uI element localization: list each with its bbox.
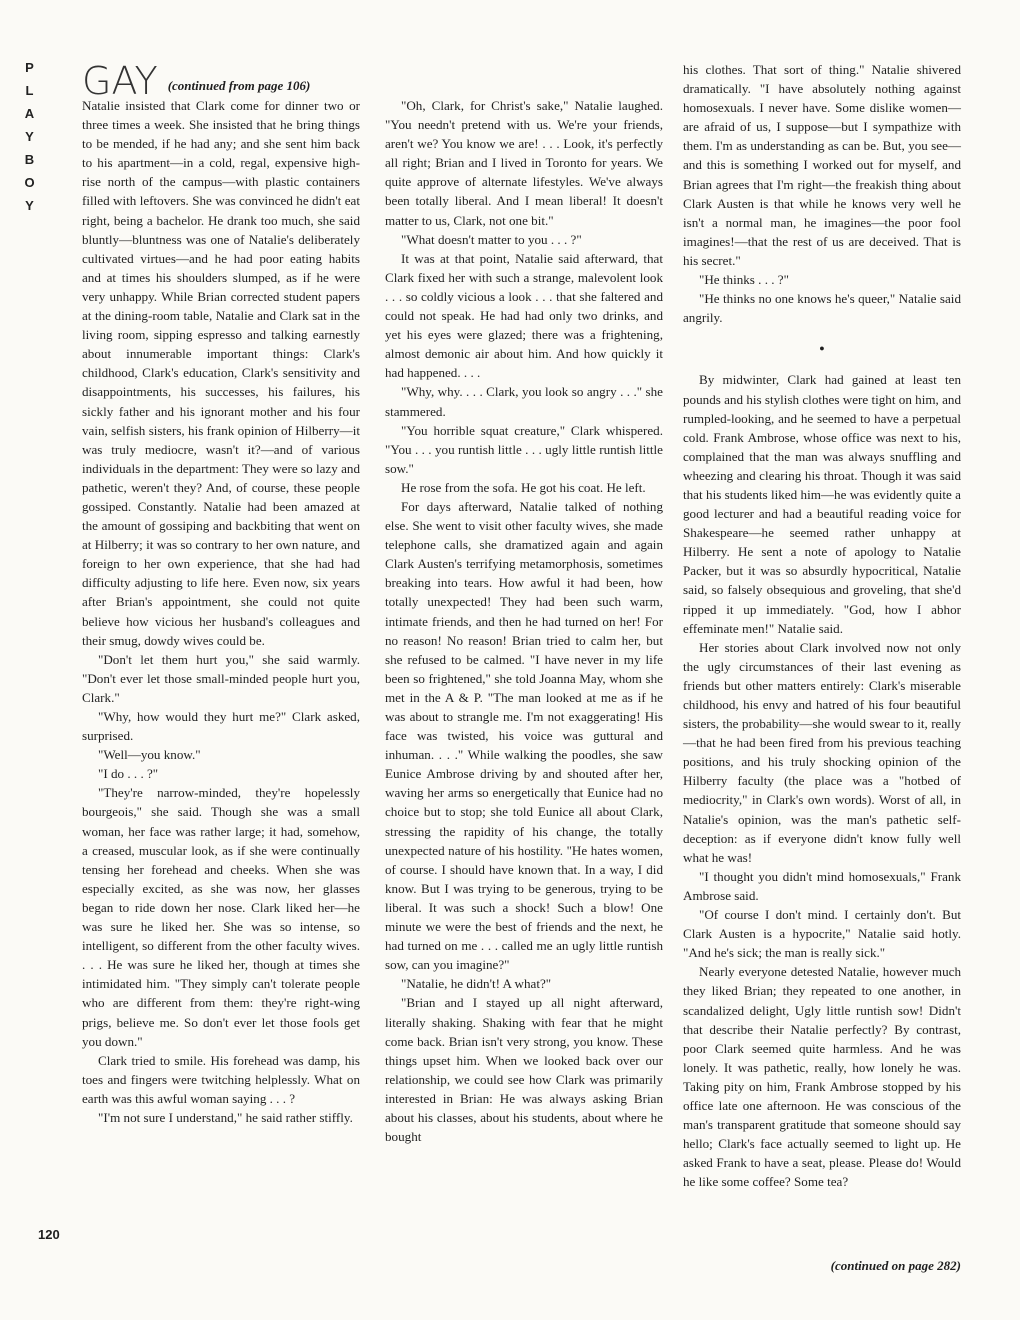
paragraph: "He thinks . . . ?" (699, 272, 789, 288)
text-column-3 (683, 60, 961, 1256)
paragraph: Natalie insisted that Clark come for dinner two or three times a week. She insisted that he bring things to be mended, if he had any; and she sent him back to his apartment—in a cold, regal, expensive high-rise north of the campus—with plastic containers filled with leftovers. She was convinced he didn't eat right, being a bachelor. He drank too much, she said bluntly—bluntness was one of Natalie's deliberately cultivated virtues—and he had poor eating habits and at times his shoulders slumped, as if he were very unhappy. While Brian corrected student papers at the dining-room table, Natalie and Clark sat in the living room, sipping espresso and talking earnestly about innumerable important things: Clark's childhood, Clark's education, Clark's sensitivity and disappointments, his successes, his failures, his sickly father and his ignorant mother and his four vain, selfish sisters, his frank opinion of Hilberry—it was truly mediocre, wasn't it?—and of various individuals in the department: They were so lazy and pathetic, weren't they? And, of course, these people gossiped. Constantly. Natalie had been amazed at the amount of gossiping and backbiting that went on at Hilberry; it was so contrary to her own nature, and foreign to her own experience, that she had had difficulty adjusting to life here. Even now, six years after Brian's appointment, she could not quite believe how vicious her husband's colleagues and their smug, dowdy wives could be. (82, 98, 360, 648)
paragraph: "Oh, Clark, for Christ's sake," Natalie laughed. "You needn't pretend with us. We're your friends, aren't we? You know we are! . . . Look, it's perfectly all right; Brian and I lived in Toronto for years. We quite approve of alternate lifestyles. We've always been totally liberal. And I mean liberal! It doesn't matter to us, Clark, not one bit." (385, 98, 663, 228)
paragraph: For days afterward, Natalie talked of nothing else. She went to visit other faculty wives, she made telephone calls, she dramatized again and again Clark Austen's terrifying metamorphosis, sometimes breaking into tears. How awful it had been, how totally unexpected! They had been such warm, intimate friends, and then he had turned on her! For no reason! No reason! Brian tried to calm her, but she refused to be calmed. "I have never in my life been so frightened," she told Joanna May, whom she met in the A & P. "The man looked at me as if he was about to strangle me. I'm not exaggerating! His face was twisted, his voice was guttural and inhuman. . . ." While walking the poodles, she saw Eunice Ambrose driving by and shouted after her, waving her arms so energetically that Eunice had no choice but to stop; she told Eunice all about Clark, stressing the rapidity of his change, the totally unexpected nature of his hostility. "He hates women, of course. I should have known that. In a way, I did know. But I was trying to be generous, trying to be liberal. It was such a shock! Such a blow! One minute we were the best of friends and the next, he had turned on me . . . called me an ugly little runtish sow, can you imagine?" (385, 498, 663, 973)
paragraph: "Why, how would they hurt me?" Clark asked, surprised. (82, 709, 360, 744)
continued-from-note: (continued from page 106) (167, 78, 311, 93)
paragraph: "Brian and I stayed up all night afterward, literally shaking. Shaking with fear that he might come back. Brian isn't very strong, you know. These things upset him. When we looked back over our relationship, we could see how Clark was primarily interested in Brian: He was always asking Brian about his classes, about his students, about where he bought (385, 995, 663, 1145)
section-divider-dot: ● (819, 343, 825, 354)
continuation-heading (82, 59, 311, 103)
text-column-2 (385, 96, 663, 1256)
paragraph: his clothes. That sort of thing." Natalie shivered dramatically. "I have absolutely nothing against homosexuals. I never have. Some dislike women—are afraid of us, I suppose—but I sympathize with them. I'm as understanding as can be. But, you see—and this is something I worked out for myself, and Brian agrees that I'm right—the freakish thing about Clark Austen is that while he knows very well he isn't a normal man, he imagines—the poor fool imagines!—that the rest of us are deceived. That is his secret." (683, 62, 961, 268)
paragraph: "Why, why. . . . Clark, you look so angry . . ." she stammered. (385, 384, 663, 419)
paragraph: "I'm not sure I understand," he said rather stiffly. (98, 1109, 353, 1125)
paragraph: "Don't let them hurt you," she said warmly. "Don't ever let those small-minded people hurt you, Clark." (82, 651, 360, 705)
paragraph: "He thinks no one knows he's queer," Natalie said angrily. (683, 291, 961, 326)
paragraph: "Well—you know." (98, 747, 201, 763)
magazine-name-vertical: PLAYBOY (22, 60, 37, 221)
paragraph: "They're narrow-minded, they're hopelessly bourgeois," she said. Though she was a small woman, her face was rather large; it had, somehow, a creased, muscular look, as if she were continually tensing her forehead and cheeks. When she was especially excited, as she was now, her glasses began to ride down her nose. Clark liked her—he was sure he liked her. She was so intense, so intelligent, so different from the other faculty wives. . . . He was sure he liked her, though at times she intimidated him. "They simply can't tolerate people who are different from them: they're right-wing prigs, believe me. So don't ever let those fools get you down." (82, 785, 360, 1049)
paragraph: He rose from the sofa. He got his coat. He left. (401, 479, 646, 495)
paragraph: "Natalie, he didn't! A what?" (401, 976, 552, 992)
page-number: 120 (38, 1227, 60, 1242)
paragraph: "I thought you didn't mind homosexuals," Frank Ambrose said. (683, 868, 961, 903)
paragraph: Her stories about Clark involved now not only the ugly circumstances of their last evening as friends but other matters entirely: Clark's miserable childhood, his envy and hatred of his four beautiful sisters, the probability—she would swear to it, really—that he had been fired from his previous teaching positions, and his truly shocking opinion of the Hilberry faculty (the place was a "hotbed of mediocrity," in Clark's own words). Worst of all, in Natalie's opinion, was the man's pathetic self-deception: as if everyone didn't know fully well what he was! (683, 639, 961, 865)
paragraph: "Of course I don't mind. I certainly don't. But Clark Austen is a hypocrite," Natalie said hotly. "And he's sick; the man is really sick." (683, 907, 961, 961)
paragraph: "You horrible squat creature," Clark whispered. "You . . . you runtish little . . . ugly little runtish little sow." (385, 422, 663, 476)
paragraph: It was at that point, Natalie said afterward, that Clark fixed her with such a strange, malevolent look . . . so coldly vicious a look . . . that she faltered and could not speak. He had had only two drinks, and yet his eyes were glazed; there was a frightening, almost demonic air about him. And how quickly it had happened. . . . (385, 250, 663, 381)
story-logo: GAY (82, 59, 158, 103)
text-column-1 (82, 96, 360, 1252)
paragraph: "I do . . . ?" (98, 766, 159, 782)
paragraph: "What doesn't matter to you . . . ?" (401, 231, 582, 247)
paragraph: Nearly everyone detested Natalie, however much they liked Brian; they repeated to one another, in scandalized delight, Ugly little runtish sow! Didn't that describe their Natalie perfectly? By contrast, poor Clark seemed quite harmless. And he was lonely. It was pathetic, really, how lonely he was. Taking pity on him, Frank Ambrose stopped by his office late one afternoon. He was conscious of the man's transparent gratitude that someone should say hello; Clark's face actually seemed to light up. He asked Frank to have a seat, please. Please do! Would he like some coffee? Some tea? (683, 964, 961, 1190)
paragraph: Clark tried to smile. His forehead was damp, his toes and fingers were twitching helplessly. What on earth was this awful woman saying . . . ? (82, 1052, 360, 1106)
paragraph: By midwinter, Clark had gained at least ten pounds and his stylish clothes were tight on him, and rumpled-looking, and he seemed to have a perpetual cold. Frank Ambrose, whose office was next to his, complained that the man was always snuffling and wheezing and clearing his throat. Though it was said that his students liked him—he was evidently quite a good lecturer and had a beautiful reading voice for Shakespeare—he seemed rather unhappy at Hilberry. He sent a note of apology to Natalie Packer, but it was so absurdly hypocritical, Natalie said, so falsely obsequious and groveling, that she'd ripped it up immediately. "God, how I abhor effeminate men!" Natalie said. (683, 372, 961, 636)
continued-on-note: (continued on page 282) (830, 1258, 961, 1273)
